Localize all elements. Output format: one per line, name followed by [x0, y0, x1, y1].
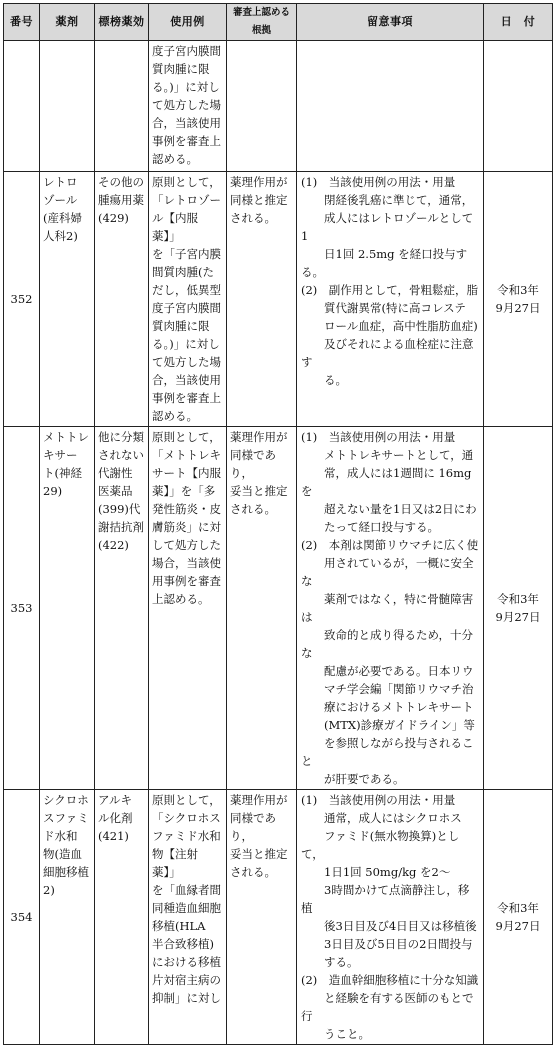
- row-approval: 薬理作用が 同様と推定 される。: [227, 172, 297, 427]
- row-drug: [40, 41, 95, 172]
- header-number: 番号: [4, 4, 40, 41]
- table-row: [4, 41, 553, 172]
- row-approval: 薬理作用が 同様であり， 妥当と推定 される。: [227, 427, 297, 790]
- header-notes: 留意事項: [297, 4, 484, 41]
- row-approval: [227, 41, 297, 172]
- row-number: 352: [4, 172, 40, 427]
- row-date: 令和3年 9月27日: [484, 172, 553, 427]
- row-efficacy: アルキ ル化剤 (421): [95, 790, 149, 1045]
- header-approval: 審査上認める根拠: [227, 4, 297, 41]
- row-efficacy: [95, 41, 149, 172]
- row-efficacy: その他の 腫瘍用薬 (429): [95, 172, 149, 427]
- table-row: [4, 172, 553, 427]
- row-usage: 原則として， 「メトトレキ サート【内服 薬】」を「多 発性筋炎・皮 膚筋炎」に対 して処方した 場合，当該使 用事例を審査 上認める。: [149, 427, 227, 790]
- row-date: 令和3年 9月27日: [484, 790, 553, 1045]
- row-efficacy: 他に分類 されない 代謝性 医薬品 (399)代 謝拮抗剤 (422): [95, 427, 149, 790]
- row-number: 354: [4, 790, 40, 1045]
- header-row: [4, 4, 553, 41]
- row-drug: レトロ ゾール (産科婦 人科2): [40, 172, 95, 427]
- row-date: 令和3年 9月27日: [484, 427, 553, 790]
- table-row: [4, 790, 553, 1045]
- row-date: [484, 41, 553, 172]
- row-drug: シクロホ スファミ ド水和 物(造血 細胞移植 2): [40, 790, 95, 1045]
- header-date: 日 付: [484, 4, 553, 41]
- table-row: [4, 427, 553, 790]
- header-efficacy: 標榜薬効: [95, 4, 149, 41]
- header-usage: 使用例: [149, 4, 227, 41]
- row-usage: 原則として， 「シクロホス ファミド水和 物【注射薬】」 を「血縁者間 同種造血細胞 移植(HLA 半合致移植) における移植 片対宿主病の 抑制」に対し: [149, 790, 227, 1045]
- row-number: [4, 41, 40, 172]
- row-notes: (1) 当該使用例の用法・用量 通常，成人にはシクロホス ファミド(無水物換算)として， 1日1回 50mg/kg を2～ 3時間かけて点滴静注し，移植 後3日目及び4日目又は移植後 3日目及び5日目の2日間投与 する。 (2) 造血幹細胞移植に十分な知識 と経験を有する医師のもとで行 うこと。: [297, 790, 484, 1045]
- row-usage: 原則として， 「レトロゾー ル【内服薬】」 を「子宮内膜 間質肉腫(た だし，低異型 度子宮内膜間 質肉腫に限 る。)」に対し て処方した場 合，当該使用 事例を審査上 認める。: [149, 172, 227, 427]
- drug-usage-table: [3, 3, 553, 1045]
- row-approval: 薬理作用が 同様であり， 妥当と推定 される。: [227, 790, 297, 1045]
- header-drug: 薬剤: [40, 4, 95, 41]
- row-usage: 度子宮内膜間 質肉腫に限 る。)」に対し て処方した場 合，当該使用 事例を審査上 認める。: [149, 41, 227, 172]
- row-notes: [297, 41, 484, 172]
- row-drug: メトトレ キサー ト(神経 29): [40, 427, 95, 790]
- row-notes: (1) 当該使用例の用法・用量 閉経後乳癌に準じて，通常， 成人にはレトロゾールとして1 日1回 2.5mg を経口投与する。 (2) 副作用として，骨粗鬆症，脂 質代謝異常(特に高コレステ ロール血症，高中性脂肪血症) 及びそれによる血栓症に注意す る。: [297, 172, 484, 427]
- row-notes: (1) 当該使用例の用法・用量 メトトレキサートとして，通 常，成人には1週間に 16mg を 超えない量を1日又は2日にわ たって経口投与する。 (2) 本剤は関節リウマチに広く使 用されているが，一概に安全な 薬剤ではなく，特に骨髄障害は 致命的と成り得るため，十分な 配慮が必要である。日本リウ マチ学会編「関節リウマチ治 療におけるメトトレキサート (MTX)診療ガイドライン」等 を参照しながら投与されること が肝要である。: [297, 427, 484, 790]
- row-number: 353: [4, 427, 40, 790]
